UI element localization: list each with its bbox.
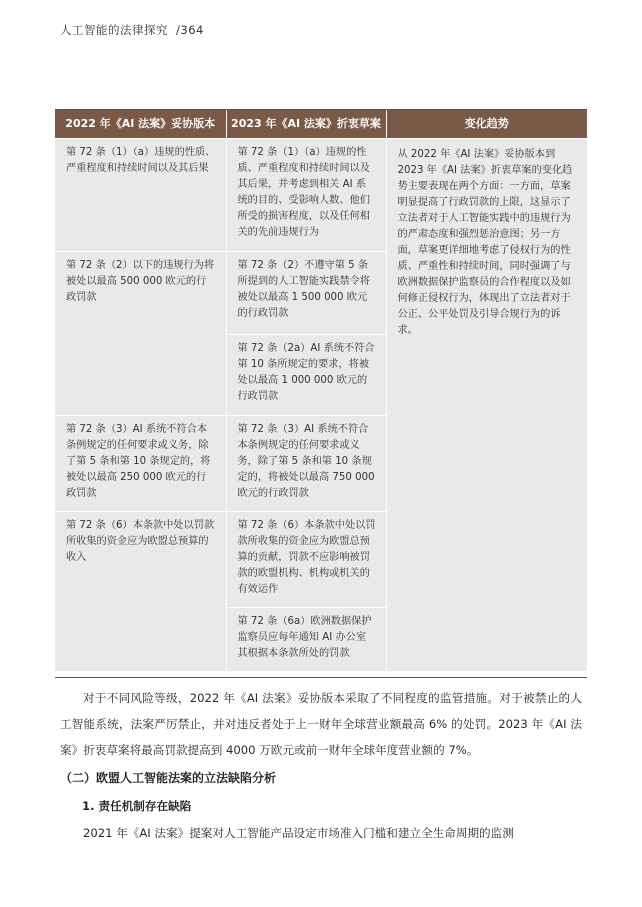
subsection-heading: 1. 责任机制存在缺陷 xyxy=(82,799,192,813)
cell-2023: 第 72 条（6a）欧洲数据保护监察员应每年通知 AI 办公室其根据本条款所处的罚款 xyxy=(226,608,386,672)
cell-2023: 第 72 条（3）AI 系统不符合本条例规定的任何要求或义务，除了第 5 条和第 10 条规定的，将被处以最高 750 000 欧元的行政罚款 xyxy=(226,416,386,512)
trend-cell: 从 2022 年《AI 法案》妥协版本到 2023 年《AI 法案》折衷草案的变化趋势主要表现在两个方面：一方面，草案明显提高了行政罚款的上限，这显示了立法者对于人工智能实践中的违规行为的严肃态度和强烈惩治意图；另一方面，草案更详细地考虑了侵权行为的性质、严重性和持续时间，同时强调了与欧洲数据保护监察员的合作程度以及如何修正侵权行为，体现出了立法者对于公正、公平处罚及引导合规行为的诉求。 xyxy=(386,139,587,672)
page-number: /364 xyxy=(176,23,204,37)
cell-2022: 第 72 条（2）以下的违规行为将被处以最高 500 000 欧元的行政罚款 xyxy=(55,252,226,416)
cell-2022: 第 72 条（1）（a）违规的性质、严重程度和持续时间以及其后果 xyxy=(55,139,226,252)
header-2022: 2022 年《AI 法案》妥协版本 xyxy=(55,110,226,139)
table-bottom-rule xyxy=(55,677,587,678)
paragraph-text: 2021 年《AI 法案》提案对人工智能产品设定市场准入门槛和建立全生命周期的监测 xyxy=(83,826,514,840)
paragraph-text: 对于不同风险等级，2022 年《AI 法案》妥协版本采取了不同程度的监管措施。对于被禁止的人工智能系统，法案严厉禁止，并对违反者处于上一财年全球营业额最高 6% 的处罚。2023 年《AI 法案》折衷草案将最高罚款提高到 4000 万欧元或前一财年全球年度营业额的 7%。 xyxy=(60,691,582,757)
comparison-table xyxy=(55,110,587,672)
cell-2023: 第 72 条（2a）AI 系统不符合第 10 条所规定的要求，将被处以最高 1 000 000 欧元的行政罚款 xyxy=(226,335,386,416)
table-header-row xyxy=(55,110,587,139)
body-paragraph-2 xyxy=(60,820,582,846)
cell-2022: 第 72 条（6）本条款中处以罚款所收集的资金应为欧盟总预算的收入 xyxy=(55,512,226,672)
cell-2023: 第 72 条（1）（a）违规的性质、严重程度和持续时间以及其后果，并考虑到相关 AI 系统的目的、受影响人数、他们所受的损害程度，以及任何相关的先前违规行为 xyxy=(226,139,386,252)
cell-2022: 第 72 条（3）AI 系统不符合本条例规定的任何要求或义务，除了第 5 条和第 10 条规定的，将被处以最高 250 000 欧元的行政罚款 xyxy=(55,416,226,512)
cell-2023: 第 72 条（6）本条款中处以罚款所收集的资金应为欧盟总预算的贡献，罚款不应影响被罚款的欧盟机构、机构或机关的有效运作 xyxy=(226,512,386,608)
header-2023: 2023 年《AI 法案》折衷草案 xyxy=(226,110,386,139)
section-heading: （二）欧盟人工智能法案的立法缺陷分析 xyxy=(60,771,277,785)
book-title: 人工智能的法律探究 xyxy=(60,23,168,37)
cell-2023: 第 72 条（2）不遵守第 5 条所提到的人工智能实践禁令将被处以最高 1 500 000 欧元的行政罚款 xyxy=(226,252,386,335)
running-header xyxy=(60,22,204,38)
header-trend: 变化趋势 xyxy=(386,110,587,139)
body-paragraph-1 xyxy=(60,685,582,763)
table-row xyxy=(55,139,587,252)
